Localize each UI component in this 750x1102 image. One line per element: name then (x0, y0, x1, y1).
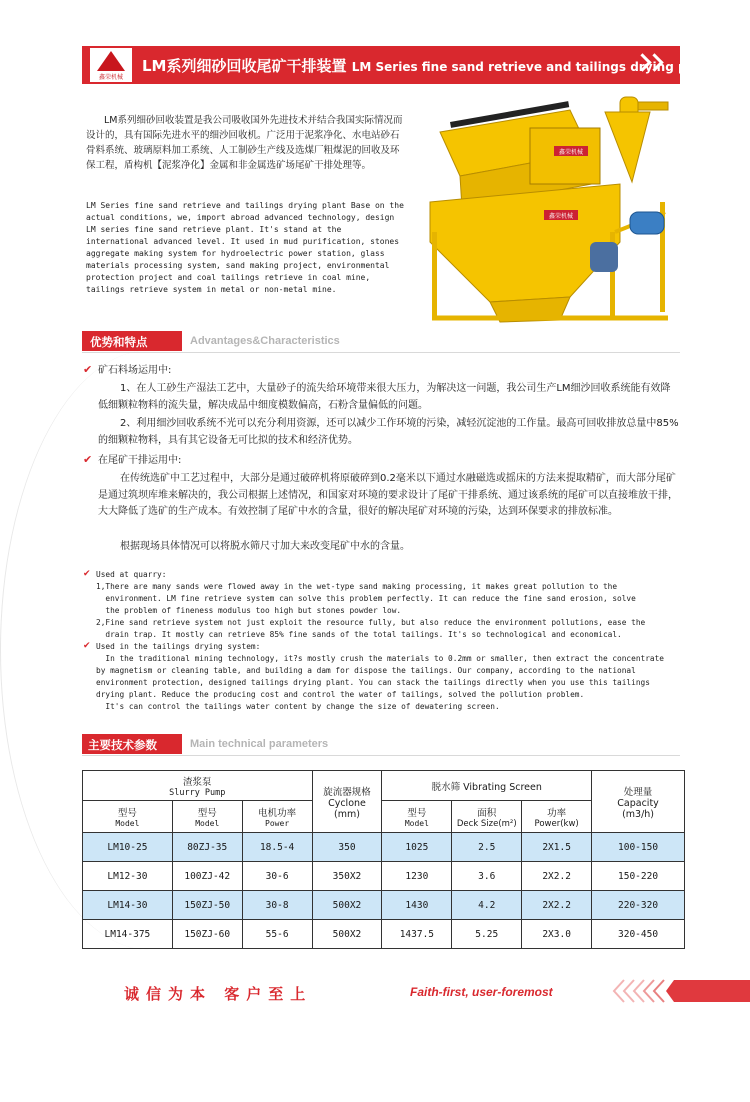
title-cn: LM系列细砂回收尾矿干排装置 (142, 57, 347, 75)
cell: 18.5-4 (242, 833, 312, 862)
motor-header (242, 801, 312, 833)
quarry-title: 矿石料场运用中: (98, 365, 172, 376)
cell: 350X2 (312, 862, 382, 891)
parameters-table (82, 770, 685, 949)
pump-model-header (172, 801, 242, 833)
tailings-p2: 根据现场具体情况可以将脱水筛尺寸加大来改变尾矿中水的含量。 (120, 541, 410, 552)
cell: 55-6 (242, 920, 312, 949)
check-icon-2: ✔ (83, 453, 93, 466)
check-icon-3: ✔ (83, 569, 91, 579)
capacity-unit: (m3/h) (622, 808, 655, 820)
cell: LM10-25 (83, 833, 173, 862)
cell: 320-450 (592, 920, 685, 949)
pump-model-cn: 型号 (197, 808, 217, 819)
screen-model-cn: 型号 (407, 808, 427, 819)
cell: 100-150 (592, 833, 685, 862)
capacity-cn: 处理量 (623, 786, 653, 798)
cell: 2X3.0 (522, 920, 592, 949)
motor-en: Power (265, 819, 290, 828)
cell: 30-8 (242, 891, 312, 920)
en-line: by magnetism or cleaning table, and building a dam for dispose the tailings. Our company, according to the national (96, 666, 636, 675)
slogan-en: Faith-first, user-foremost (410, 985, 553, 999)
screen-model-header (382, 801, 452, 833)
table-row (83, 862, 685, 891)
tailings-p1: 在传统选矿中工艺过程中，大部分是通过破碎机将原破碎到0.2毫米以下通过水融磁选或摇床的方法来提取精矿，而大部分尾矿是通过筑坝库堆来解决的，我公司根据上述情况，和国家对环境的要求设计了尾矿干排系统、通过该系统的尾矿可以直接堆放干排，大大降低了选矿的生产成本。有效控制了尾矿中水的含量，很好的解决尾矿对环境的污染，达到环保要求的排放标准。 (98, 473, 678, 517)
power-cn: 功率 (547, 807, 567, 819)
cell: 30-6 (242, 862, 312, 891)
cell: 2X2.2 (522, 862, 592, 891)
cell: 80ZJ-35 (172, 833, 242, 862)
cell: LM14-375 (83, 920, 173, 949)
en-line: In the traditional mining technology, it?s mostly crush the materials to 0.2mm or smaller, then extract the concentrate (96, 654, 664, 663)
en-line: environment. LM fine retrieve system can solve this problem perfectly. It can reduce the fine sand erosion, solve (96, 594, 636, 603)
cyclone-header (312, 771, 382, 833)
pump-model-en: Model (195, 819, 220, 828)
cyclone-unit: (mm) (334, 808, 360, 820)
cell: 2X1.5 (522, 833, 592, 862)
en-line: 2,Fine sand retrieve system not just exploit the resource fully, but also reduce the environment pollutions, ease the (96, 618, 646, 627)
page-title (142, 55, 713, 76)
cell: 150ZJ-60 (172, 920, 242, 949)
cell: 350 (312, 833, 382, 862)
cell: 1025 (382, 833, 452, 862)
cell: LM14-30 (83, 891, 173, 920)
check-icon-4: ✔ (83, 641, 91, 651)
advantages-en (96, 569, 664, 713)
slurry-en: Slurry Pump (169, 787, 226, 798)
table-row (83, 891, 685, 920)
cell: LM12-30 (83, 862, 173, 891)
slurry-cn: 渣浆泵 (183, 776, 212, 788)
area-en: Deck Size(m²) (456, 818, 517, 829)
cell: 1430 (382, 891, 452, 920)
motor-cn: 电机功率 (258, 808, 297, 819)
cell: 220-320 (592, 891, 685, 920)
title-en: LM Series fine sand retrieve and tailings drying plant (351, 60, 714, 74)
cyclone-en: Cyclone (328, 797, 366, 809)
table-header-row-1 (83, 771, 685, 801)
intro-cn: LM系列细砂回收装置是我公司吸收国外先进技术并结合我国实际情况而设计的，具有国际先进水平的细沙回收机。广泛用于泥浆净化、水电站砂石骨料系统、玻璃原料加工系统、人工制砂生产线及选煤厂粗煤泥的回收及环保工程，盾构机【泥浆净化】金属和非金属选矿场尾矿干排处理等。 (86, 115, 403, 171)
cell: 500X2 (312, 891, 382, 920)
footer-chevrons-decoration (612, 978, 750, 1004)
tailings-title: 在尾矿干排运用中: (98, 455, 182, 466)
advantages-divider (82, 352, 680, 353)
en-line: Used in the tailings drying system: (96, 642, 261, 651)
cell: 100ZJ-42 (172, 862, 242, 891)
cell: 150-220 (592, 862, 685, 891)
en-line: drying plant. Reduce the producing cost and control the water of tailings, solved the pollution problem. (96, 690, 585, 699)
en-line: It's can control the tailings water content by change the size of dewatering screen. (96, 702, 500, 711)
params-title-cn: 主要技术参数 (88, 738, 157, 752)
screen-model-en: Model (404, 819, 429, 828)
en-line: the problem of fineness modulus too high but stones powder low. (96, 606, 402, 615)
cell: 1437.5 (382, 920, 452, 949)
capacity-en: Capacity (617, 797, 659, 809)
model-en: Model (115, 819, 140, 828)
table-row (83, 920, 685, 949)
check-icon: ✔ (83, 363, 93, 376)
area-cn: 面积 (477, 807, 497, 819)
cell: 2.5 (452, 833, 522, 862)
power-header (522, 801, 592, 833)
cell: 150ZJ-50 (172, 891, 242, 920)
en-line: Used at quarry: (96, 570, 167, 579)
en-line: 1,There are many sands were flowed away in the wet-type sand making processing, it makes great pollution to the (96, 582, 618, 591)
logo-triangle-icon (97, 51, 125, 71)
cell: 1230 (382, 862, 452, 891)
quarry-p1: 1、在人工砂生产湿法工艺中，大量砂子的流失给环境带来很大压力，为解决这一问题，我公司生产LM细沙回收系统能有效降低细颗粒物料的流失量，解决成品中细度模数偏高，石粉含量偏低的问题。 (98, 383, 671, 411)
screen-header: 脱水筛 Vibrating Screen (382, 771, 592, 801)
advantages-title-en: Advantages&Characteristics (190, 335, 340, 347)
intro-en: LM Series fine sand retrieve and tailings drying plant Base on the actual conditions, we, import abroad advanced technology, design LM series fine sand retrieve plant. It's stand at the international advanced level. It used in mud purification, stones aggregate making system for hydroelectric power station, glass materials processing system, sand making project, environmental protection project and coal tailings retrieve in coal mine, tailings retrieve system in metal or non-metal mine. (86, 201, 404, 294)
en-line: environment protection, designed tailings drying plant. You can stack the tailings directly when you use this tailings (96, 678, 650, 687)
slogan-cn: 诚信为本 客户至上 (124, 985, 313, 1003)
cell: 3.6 (452, 862, 522, 891)
power-en: Power(kw) (534, 818, 579, 829)
capacity-header (592, 771, 685, 833)
machine-image (420, 92, 682, 324)
machine-plate-1: 鑫荣机械 (558, 149, 584, 156)
en-line: drain trap. It mostly can retrieve 85% fine sands of the total tailings. It's so technological and economical. (96, 630, 622, 639)
cyclone-cn: 旋流器规格 (323, 786, 371, 798)
model-header (83, 801, 173, 833)
logo-text: 鑫荣机械 (98, 74, 123, 81)
quarry-p2: 2、利用细沙回收系统不光可以充分利用资源，还可以减少工作环境的污染，减轻沉淀池的工作量。最高可回收排放总量中85%的细颗粒物料，具有其它设备无可比拟的技术和经济优势。 (98, 418, 679, 446)
cell: 2X2.2 (522, 891, 592, 920)
cell: 5.25 (452, 920, 522, 949)
table-row (83, 833, 685, 862)
machine-plate-2: 鑫荣机械 (548, 213, 574, 220)
advantages-title-cn: 优势和特点 (90, 335, 148, 349)
cell: 500X2 (312, 920, 382, 949)
cell: 4.2 (452, 891, 522, 920)
area-header (452, 801, 522, 833)
model-cn: 型号 (117, 808, 137, 819)
slurry-header (83, 771, 313, 801)
params-divider (82, 755, 680, 756)
params-title-en: Main technical parameters (190, 738, 329, 750)
